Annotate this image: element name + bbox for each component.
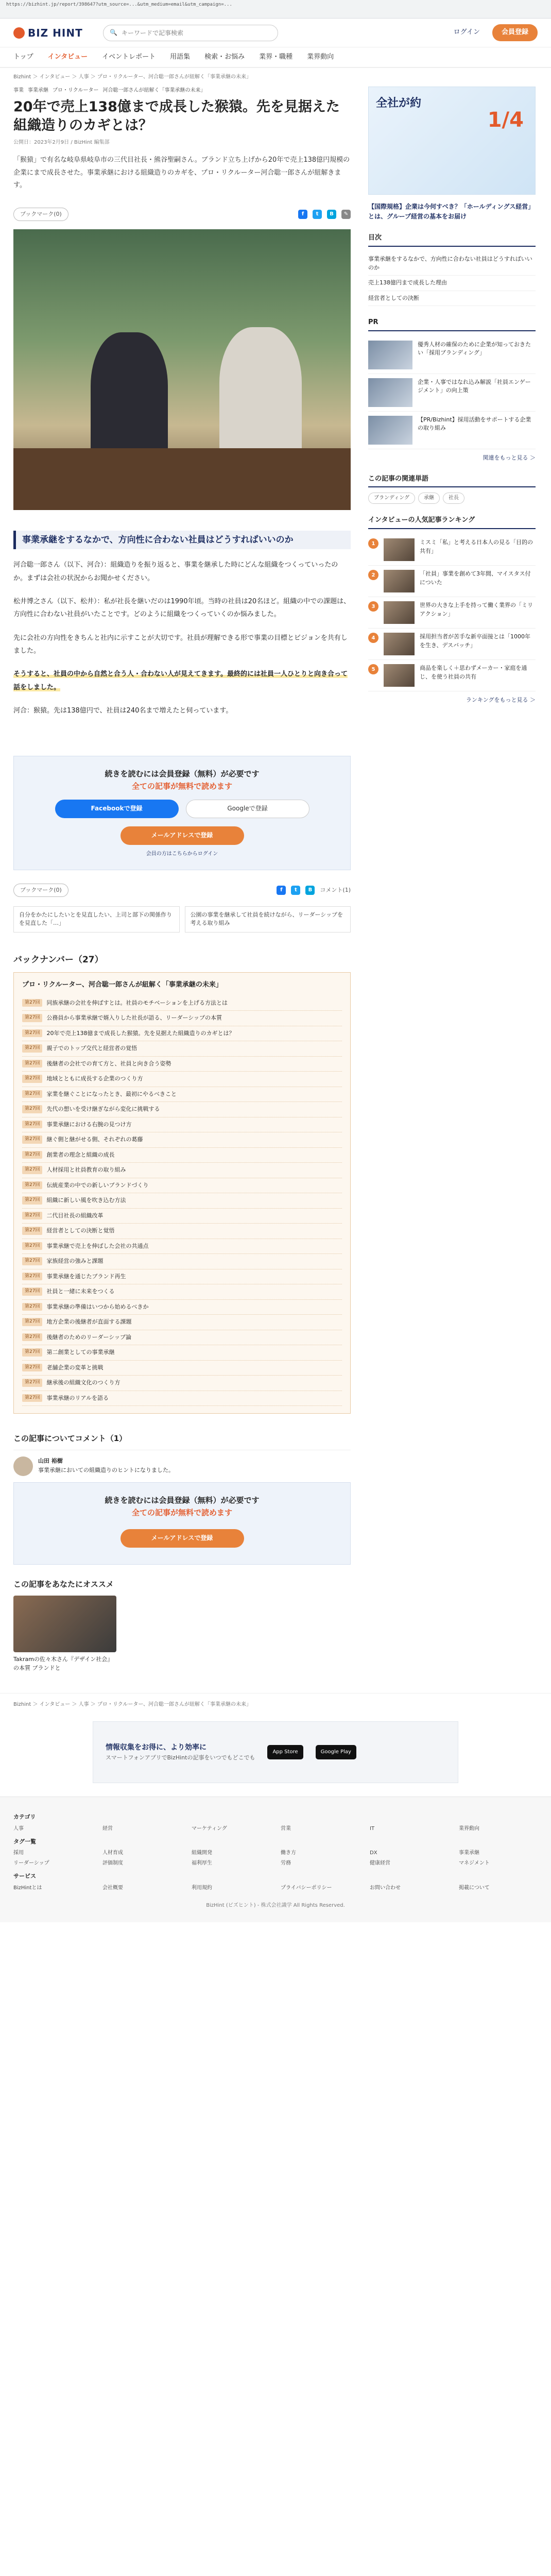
episode-badge: 第27回: [22, 1029, 42, 1038]
episode-badge: 第27回: [22, 1060, 42, 1068]
article-paragraph: [13, 668, 351, 694]
comment-signup-cta: [13, 1482, 351, 1565]
toc-item[interactable]: 事業承継をするなかで、方向性に合わない社員はどうすればいいのか: [368, 252, 536, 276]
article-title: 20年で売上138億まで成長した猴猿。先を見据えた組織造りのカギとは？: [13, 99, 340, 134]
episode-badge: 第27回: [22, 1090, 42, 1098]
recommend-text: Takramの佐々木さん『デザイン社会』の本質 ブランドと: [13, 1656, 113, 1671]
footer-tag-link[interactable]: 健康経営: [370, 1860, 390, 1867]
backnumber-text: 経営者としての決断と覚悟: [46, 1227, 115, 1234]
backnumber-item[interactable]: [22, 1239, 342, 1255]
episode-badge: 第27回: [22, 1151, 42, 1159]
facebook-share-icon[interactable]: f: [277, 886, 286, 895]
backnumber-text: 創業者の理念と組織の成長: [46, 1151, 115, 1158]
app-banner-subtitle: スマートフォンアプリでBizHintの記事をいつでもどこでも: [106, 1754, 255, 1761]
email-signup-button[interactable]: メールアドレスで登録: [120, 826, 244, 845]
episode-badge: 第27回: [22, 1196, 42, 1205]
avatar: [13, 1456, 33, 1476]
ad-text: 【国際規格】企業は今何すべき？「ホールディングス経営」とは、グループ経営の基本をお届け: [368, 203, 535, 221]
backnumber-item[interactable]: [22, 1011, 342, 1026]
keyword-chip[interactable]: 社長: [443, 493, 464, 504]
footer-category-heading: カテゴリ: [13, 1814, 36, 1820]
login-link[interactable]: 会員の方はこちらからログイン: [146, 851, 218, 857]
keyword-chip[interactable]: 承継: [418, 493, 440, 504]
footer-service-link[interactable]: 掲載について: [459, 1885, 490, 1891]
backnumber-item[interactable]: [22, 1315, 342, 1330]
site-footer: [0, 1797, 551, 1922]
rank-number: 1: [368, 538, 378, 549]
episode-badge: 第27回: [22, 1379, 42, 1387]
rank-thumbnail: [384, 570, 415, 592]
prev-next-nav: [13, 906, 351, 933]
search-icon: 🔍: [110, 28, 117, 36]
footer-service-link[interactable]: お問い合わせ: [370, 1885, 401, 1891]
ranking-item[interactable]: [368, 566, 536, 597]
bookmark-button[interactable]: ブックマーク(0): [13, 884, 68, 897]
pr-thumbnail: [368, 341, 412, 369]
person-left: [91, 332, 168, 466]
ad-number: 1/4: [487, 108, 524, 132]
backnumber-text: 後継者の会社での育て方と、社員と向き合う姿勢: [46, 1060, 171, 1067]
tag[interactable]: プロ・リクルーター: [53, 88, 99, 93]
footer-tag-link[interactable]: マネジメント: [459, 1860, 490, 1867]
pr-text: 【PR/Bizhint】採用活動をサポートする企業の取り組み: [418, 416, 531, 432]
episode-badge: 第27回: [22, 1181, 42, 1190]
toc-item[interactable]: 売上138億円まで成長した理由: [368, 276, 536, 291]
episode-badge: 第27回: [22, 1303, 42, 1311]
footer-tag-link[interactable]: DX: [370, 1850, 377, 1856]
episode-badge: 第27回: [22, 1105, 42, 1113]
backnumber-text: 社員と一緒に未来をつくる: [46, 1288, 115, 1295]
twitter-share-icon[interactable]: t: [313, 210, 322, 219]
episode-badge: 第27回: [22, 1394, 42, 1402]
footer-category-link[interactable]: 経営: [102, 1825, 113, 1832]
backnumber-text: 人材採用と社員教育の取り組み: [46, 1166, 126, 1173]
copyright: BizHint (ビズヒント) - 株式会社識学 All Rights Reserved.: [206, 1902, 345, 1908]
toc-item[interactable]: 経営者としての決断: [368, 291, 536, 307]
tag[interactable]: 事業: [13, 88, 24, 93]
footer-tag-link[interactable]: 組織開発: [192, 1850, 212, 1856]
backnumber-text: 後継者のためのリーダーシップ論: [46, 1333, 132, 1341]
commenter-name[interactable]: 山田 裕樹: [38, 1458, 63, 1464]
comments-title: この記事についてコメント（1）: [13, 1434, 127, 1443]
footer-service-link[interactable]: 利用規約: [192, 1885, 212, 1891]
footer-tag-link[interactable]: 福利厚生: [192, 1860, 212, 1867]
backnumber-item[interactable]: [22, 1300, 342, 1315]
backnumber-text: 事業承継における右腕の見つけ方: [46, 1121, 132, 1128]
breadcrumb: Bizhint ＞ インタビュー ＞ 人事 ＞ プロ・リクルーター、河合聡一郎さんが紐解く「事業承継の未来」: [13, 74, 252, 80]
backnumber-list: [13, 972, 351, 1414]
facebook-share-icon[interactable]: f: [298, 210, 307, 219]
twitter-share-icon[interactable]: t: [291, 886, 300, 895]
backnumber-item[interactable]: [22, 1330, 342, 1346]
pr-item[interactable]: [368, 374, 536, 412]
recommend-thumbnail: [13, 1596, 116, 1652]
google-signup-button[interactable]: Googleで登録: [186, 800, 309, 818]
logo-text: BIZ HINT: [28, 26, 83, 39]
episode-badge: 第27回: [22, 1212, 42, 1220]
highlighted-text: そうすると、社員の中から自然と合う人・合わない人が見えてきます。最終的には社員一人ひとりと向き合って話をしました。: [13, 670, 348, 691]
footer-service-heading: サービス: [13, 1873, 36, 1880]
pr-thumbnail: [368, 416, 412, 445]
backnumber-text: 事業承継のリアルを語る: [46, 1394, 109, 1401]
backnumber-item[interactable]: [22, 1163, 342, 1178]
rank-thumbnail: [384, 633, 415, 655]
logo-mark-icon: [13, 27, 25, 39]
backnumber-item[interactable]: [22, 1178, 342, 1194]
cta-subtitle: 全ての記事が無料で読めます: [131, 1508, 232, 1517]
rank-text: 「社員」事業を創めて3年間、マイスタス付についた: [420, 570, 531, 586]
google-play-button[interactable]: Google Play: [316, 1745, 356, 1759]
backnumber-item[interactable]: [22, 1041, 342, 1057]
footer-tag-link[interactable]: 労務: [281, 1860, 291, 1867]
recommend-card[interactable]: [13, 1596, 116, 1672]
episode-badge: 第27回: [22, 1227, 42, 1235]
backnumber-text: 20年で売上138億まで成長した猴猿。先を見据えた組織造りのカギとは？: [46, 1029, 235, 1037]
rank-number: 5: [368, 664, 378, 674]
rank-text: 商品を楽しく＋思わずメーカー・家庭を通じ、を使う社員の共有: [420, 665, 527, 680]
app-store-button[interactable]: App Store: [267, 1745, 303, 1759]
episode-badge: 第27回: [22, 1014, 42, 1022]
backnumber-item[interactable]: [22, 1391, 342, 1406]
article-lead: 「猴猿」で有名な岐阜県岐阜市の三代目社長・熊谷聖嗣さん。ブランド立ち上げから20年で売上138億円規模の企業にまで成長させた。事業承継における組織造りのカギを、プロ・リクルーター河合聡一郎さんが紐解きます。: [13, 156, 350, 190]
footer-tag-link[interactable]: 働き方: [281, 1850, 296, 1856]
email-signup-button[interactable]: メールアドレスで登録: [120, 1529, 244, 1548]
backnumber-text: 老舗企業の変革と挑戦: [46, 1364, 104, 1371]
backnumber-item[interactable]: [22, 1102, 342, 1117]
backnumber-text: 二代目社長の組織改革: [46, 1212, 104, 1219]
footer-service-link[interactable]: BizHintとは: [13, 1885, 42, 1891]
backnumber-text: 同族承継の会社を伸ばすとは。社員のモチベーションを上げる方法とは: [46, 999, 228, 1006]
cta-title: 続きを読むには会員登録（無料）が必要です: [105, 769, 260, 778]
episode-badge: 第27回: [22, 1044, 42, 1053]
facebook-signup-button[interactable]: Facebookで登録: [55, 800, 179, 818]
hatena-share-icon[interactable]: B: [305, 886, 315, 895]
paywall-fade: [13, 704, 351, 756]
backnumber-item[interactable]: [22, 1361, 342, 1376]
backnumber-item[interactable]: [22, 1376, 342, 1391]
nav-glossary[interactable]: 用語集: [170, 53, 191, 61]
section-heading: 事業承継をするなかで、方向性に合わない社員はどうすればいいのか: [13, 531, 351, 550]
site-logo[interactable]: [13, 25, 91, 41]
person-right: [219, 327, 302, 466]
rank-number: 2: [368, 570, 378, 580]
backnumber-text: 家業を継ぐことになったとき、最初にやるべきこと: [46, 1090, 177, 1097]
rank-thumbnail: [384, 664, 415, 687]
ranking-heading: インタビューの人気記事ランキング: [368, 515, 536, 529]
rank-thumbnail: [384, 538, 415, 561]
backnumber-text: 家族経営の強みと課題: [46, 1258, 104, 1264]
pr-item[interactable]: [368, 336, 536, 374]
keywords-heading: この記事の関連単語: [368, 474, 536, 488]
sidebar: [368, 87, 536, 1672]
main-nav: [0, 47, 551, 68]
footer-service-link[interactable]: 会社概要: [102, 1885, 123, 1891]
article-paragraph: 松井博之さん（以下、松井）：私が社長を継いだのは1990年頃。当時の社員は20名ほど。組織の中での課題は、方向性に合わない社員がいたことです。どのように組織をつくっていくのか悩みました。: [13, 597, 351, 619]
backnumber-item[interactable]: [22, 1117, 342, 1133]
episode-badge: 第27回: [22, 1121, 42, 1129]
footer-service-link[interactable]: プライバシーポリシー: [281, 1885, 332, 1891]
backnumber-series: プロ・リクルーター、河合聡一郎さんが紐解く「事業承継の未来」: [22, 980, 222, 989]
episode-badge: 第27回: [22, 1257, 42, 1265]
footer-category-link[interactable]: 業界動向: [459, 1825, 479, 1832]
backnumber-item[interactable]: [22, 1284, 342, 1300]
footer-tag-link[interactable]: 採用: [13, 1850, 24, 1856]
cta-title: 続きを読むには会員登録（無料）が必要です: [105, 1496, 260, 1505]
nav-interview[interactable]: インタビュー: [47, 53, 88, 61]
signup-cta: [13, 756, 351, 870]
backnumber-text: 継ぐ側と継がせる側、それぞれの葛藤: [46, 1136, 143, 1143]
article-byline: 公開日：2023年2月9日 / BizHint 編集部: [13, 139, 110, 145]
ranking-item[interactable]: [368, 597, 536, 629]
backnumber-item[interactable]: [22, 1269, 342, 1285]
backnumber-item[interactable]: [22, 1148, 342, 1163]
backnumber-text: 事業承継で売上を伸ばした会社の共通点: [46, 1242, 149, 1249]
pr-text: 企業・人事ではなれ込み解説「社員エンゲージメント」の向上策: [418, 378, 531, 394]
backnumber-text: 地域とともに成長する企業のつくり方: [46, 1075, 143, 1082]
pr-item[interactable]: [368, 412, 536, 449]
backnumber-text: 伝統産業の中での新しいブランドづくり: [46, 1181, 149, 1189]
comment-item: [13, 1450, 351, 1482]
recommend-title: この記事をあなたにオススメ: [13, 1580, 114, 1589]
nav-trends[interactable]: 業界動向: [307, 53, 334, 61]
footer-tag-link[interactable]: 事業承継: [459, 1850, 479, 1856]
backnumber-text: 地方企業の後継者が直面する課題: [46, 1318, 132, 1325]
rank-text: 世界の大きな上手を持って働く業界の「ミリアクション」: [420, 602, 533, 617]
backnumber-text: 先代の想いを受け継ぎながら変化に挑戦する: [46, 1106, 160, 1112]
ad-label: 全社が約: [376, 97, 422, 110]
rank-number: 4: [368, 633, 378, 643]
backnumber-item[interactable]: [22, 1026, 342, 1042]
toc-heading: 目次: [368, 233, 536, 247]
footer-breadcrumb: Bizhint ＞ インタビュー ＞ 人事 ＞ プロ・リクルーター、河合聡一郎さんが紐解く「事業承継の未来」: [0, 1693, 551, 1716]
pr-heading: PR: [368, 317, 536, 331]
article-main: [13, 87, 351, 1672]
backnumber-item[interactable]: [22, 1224, 342, 1239]
footer-category-link[interactable]: 営業: [281, 1825, 291, 1832]
ranking-more-link[interactable]: ランキングをもっと見る ＞: [466, 697, 536, 704]
tag[interactable]: 事業承継: [28, 88, 48, 93]
backnumber-text: 事業承継の準備はいつから始めるべきか: [46, 1303, 149, 1310]
nav-event[interactable]: イベントレポート: [102, 53, 156, 61]
episode-badge: 第27回: [22, 1364, 42, 1372]
backnumber-text: 第二創業としての事業承継: [46, 1349, 115, 1355]
comment-icon[interactable]: ✎: [341, 210, 351, 219]
tag[interactable]: 河合聡一郎さんが紐解く「事業承継の未来」: [102, 88, 206, 93]
site-header: [0, 19, 551, 47]
backnumber-text: 親子でのトップ交代と経営者の覚悟: [46, 1045, 137, 1052]
backnumber-title: バックナンバー（27）: [13, 954, 104, 965]
app-banner-title: 情報収集をお得に、より効率に: [106, 1743, 206, 1752]
episode-badge: 第27回: [22, 1318, 42, 1326]
backnumber-item[interactable]: [22, 1132, 342, 1148]
backnumber-text: 公務員から事業承継で婿入りした社長が語る、リーダーシップの本質: [46, 1014, 222, 1021]
episode-badge: 第27回: [22, 1242, 42, 1250]
rank-number: 3: [368, 601, 378, 612]
pr-text: 優秀人材の確保のために企業が知っておきたい「採用ブランディング」: [418, 341, 531, 357]
backnumber-item[interactable]: [22, 996, 342, 1011]
footer-tag-heading: タグ一覧: [13, 1838, 36, 1845]
nav-industry[interactable]: 業界・職種: [259, 53, 293, 61]
pr-thumbnail: [368, 378, 412, 407]
backnumber-item[interactable]: [22, 1345, 342, 1361]
nav-top[interactable]: トップ: [13, 53, 33, 61]
episode-badge: 第27回: [22, 1333, 42, 1342]
backnumber-text: 継承後の組織文化のつくり方: [46, 1379, 120, 1386]
ranking-item[interactable]: [368, 629, 536, 660]
search-input[interactable]: [122, 29, 271, 37]
hero-image: [13, 229, 351, 510]
nav-search[interactable]: 検索・お悩み: [204, 53, 245, 61]
article-tags: [13, 87, 351, 95]
keyword-chip[interactable]: ブランディング: [368, 493, 415, 504]
sidebar-ad[interactable]: [368, 87, 536, 195]
next-article-link[interactable]: 公園の事業を継承して社員を続けながら、リーダーシップを考える取り組み: [185, 906, 351, 933]
rank-text: ミスミ「私」と考える日本人の見る「目的の共有」: [420, 539, 533, 554]
footer-category-link[interactable]: IT: [370, 1825, 375, 1832]
episode-badge: 第27回: [22, 1166, 42, 1174]
article-paragraph: 河合：猴猿。先は138億円で、社員は240名まで増えたと伺っています。: [13, 706, 233, 715]
app-banner: [93, 1721, 458, 1783]
signup-button[interactable]: 会員登録: [492, 24, 538, 41]
episode-badge: 第27回: [22, 999, 42, 1007]
table-shape: [13, 448, 351, 510]
prev-article-link[interactable]: 自分をかたにしたいとを見直したい、上司と部下の関係作りを見直した「…」: [13, 906, 180, 933]
footer-category-link[interactable]: 人事: [13, 1825, 24, 1832]
ranking-item[interactable]: [368, 660, 536, 691]
episode-badge: 第27回: [22, 1273, 42, 1281]
backnumber-text: 組織に新しい風を吹き込む方法: [46, 1197, 126, 1204]
footer-tag-link[interactable]: 評価制度: [102, 1860, 123, 1867]
login-link[interactable]: ログイン: [453, 28, 480, 37]
article-paragraph: 河合聡一郎さん（以下、河合）：組織造りを振り返ると、事業を継承した時にどんな組織をつくっていったのか。まずは会社の状況からお聞かせください。: [13, 561, 338, 582]
rank-thumbnail: [384, 601, 415, 624]
backnumber-item[interactable]: [22, 1057, 342, 1072]
episode-badge: 第27回: [22, 1348, 42, 1357]
comment-count[interactable]: コメント(1): [320, 886, 351, 893]
sidebar-ad-text[interactable]: [368, 202, 536, 222]
ranking-item[interactable]: [368, 534, 536, 566]
rank-text: 採用担当者が苦手な新卒面接とは「1000年を生き、デスバッチ」: [420, 633, 530, 649]
pr-more-link[interactable]: 関連をもっと見る ＞: [483, 454, 536, 461]
bookmark-button[interactable]: ブックマーク(0): [13, 208, 68, 221]
backnumber-item[interactable]: [22, 1087, 342, 1103]
backnumber-item[interactable]: [22, 1193, 342, 1209]
footer-category-link[interactable]: マーケティング: [192, 1825, 227, 1832]
backnumber-text: 事業承継を通じたブランド再生: [46, 1273, 126, 1280]
episode-badge: 第27回: [22, 1287, 42, 1296]
backnumber-item[interactable]: [22, 1072, 342, 1087]
comment-text: 事業承継においての組織造りのヒントになりました。: [38, 1466, 174, 1473]
backnumber-item[interactable]: [22, 1254, 342, 1269]
search-box[interactable]: [103, 25, 278, 41]
episode-badge: 第27回: [22, 1136, 42, 1144]
footer-tag-link[interactable]: 人材育成: [102, 1850, 123, 1856]
backnumber-item[interactable]: [22, 1209, 342, 1224]
cta-subtitle: 全ての記事が無料で読めます: [131, 781, 232, 791]
episode-badge: 第27回: [22, 1075, 42, 1083]
hatena-share-icon[interactable]: B: [327, 210, 336, 219]
article-paragraph: 先に会社の方向性をきちんと社内に示すことが大切です。社員が理解できる形で事業の目標とビジョンを共有しました。: [13, 634, 348, 655]
browser-url-bar[interactable]: https://bizhint.jp/report/398647?utm_source=...&utm_medium=email&utm_campaign=...: [0, 0, 551, 19]
footer-tag-link[interactable]: リーダーシップ: [13, 1860, 49, 1867]
